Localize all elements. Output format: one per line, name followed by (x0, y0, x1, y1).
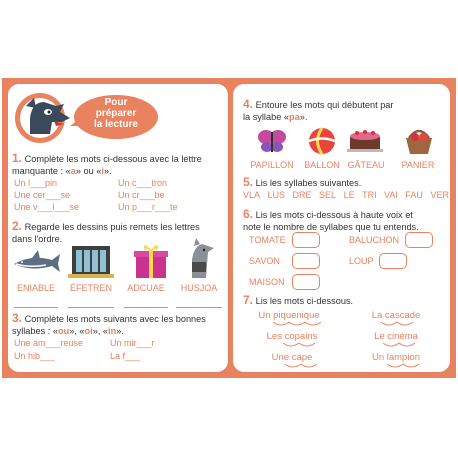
ex2-word: ENIABLE (16, 283, 56, 293)
ex6-word: BALUCHON (349, 235, 400, 245)
ex7-phrase: Une cape (271, 352, 313, 363)
ex4-word[interactable]: GÂTEAU (347, 160, 385, 170)
shark-icon (12, 248, 62, 276)
ex4-text-b: la syllabe « (243, 112, 289, 122)
ex1-item[interactable]: Un cr___be (118, 190, 165, 200)
ex1-item[interactable]: Un c___tron (118, 178, 168, 188)
ex1-instruction (12, 152, 226, 177)
ex1-item[interactable]: Une cer___se (14, 190, 71, 200)
syllable: DRE (292, 190, 312, 200)
ex2-word: HUSJOA (180, 283, 218, 293)
ex6-word: SAVON (249, 256, 280, 266)
ex1-number: 1. (12, 151, 23, 165)
ex3-number: 3. (12, 311, 23, 325)
syllable: VER (430, 190, 449, 200)
ex7-phrase: Le cinéma (374, 331, 418, 342)
ex7-phrase: Un piquenique (258, 310, 320, 321)
wolf-figure-icon (184, 238, 220, 280)
title-line-1: Pour (104, 97, 128, 108)
answer-line[interactable] (124, 306, 168, 308)
ex1-item[interactable]: Un p___r___te (118, 202, 178, 212)
window-icon (68, 244, 114, 280)
ex2-word: ADCUAE (127, 283, 165, 293)
ex4-text-end: ». (299, 112, 308, 122)
title-line-3: la lecture (94, 119, 138, 130)
ex1-item[interactable]: Un l___pin (14, 178, 58, 188)
ex3-syllable: oi (84, 326, 93, 336)
ex3-text-end: ». (116, 326, 124, 336)
ex7-text: Lis les mots ci-dessous. (255, 296, 354, 306)
ex3-sep: », « (92, 326, 109, 336)
ex1-item[interactable]: Une v___l___se (14, 202, 80, 212)
ex1-text-end: ». (103, 166, 112, 176)
right-panel (233, 84, 450, 372)
syllable: LE (343, 190, 355, 200)
ex4-word[interactable]: BALLON (304, 160, 340, 170)
section-title (80, 97, 152, 130)
ex6-text-a: Lis les mots ci-dessous à haute voix et (255, 210, 413, 220)
ex4-syllable: pa (288, 112, 300, 122)
answer-line[interactable] (14, 306, 58, 308)
syllable: TRI (362, 190, 377, 200)
title-line-2: préparer (95, 108, 137, 119)
syllable: FAU (405, 190, 423, 200)
ex7-number: 7. (243, 293, 254, 307)
left-panel (8, 84, 228, 372)
ex4-text-a: Entoure les mots qui débutent par (255, 100, 394, 110)
ex7-phrase: La cascade (371, 310, 421, 321)
ex3-syllable: ou (57, 326, 70, 336)
syllable: LUS (267, 190, 286, 200)
ex1-letter-a: a (70, 166, 76, 176)
syllable: VAI (384, 190, 398, 200)
ex6-text-b: note le nombre de syllabes que tu entends. (243, 222, 419, 232)
ex3-item[interactable]: Un hib___ (14, 351, 56, 361)
ex3-instruction (12, 312, 226, 337)
ex3-item[interactable]: Un mir___r (110, 338, 155, 348)
answer-line[interactable] (68, 306, 114, 308)
ex3-text-a: Complète les mots suivants avec les bonnes (24, 314, 206, 324)
ex2-number: 2. (12, 219, 23, 233)
answer-line[interactable] (176, 306, 222, 308)
ex4-word[interactable]: PAPILLON (250, 160, 294, 170)
ex6-word: LOUP (349, 256, 374, 266)
ex7-phrase: Les copains (266, 331, 318, 342)
ex3-syllable: in (108, 326, 117, 336)
ex2-text-b: dans l'ordre. (12, 234, 63, 244)
ex5-number: 5. (243, 175, 254, 189)
ex6-word: MAISON (249, 277, 285, 287)
ex3-sep: », « (69, 326, 85, 336)
ex2-text-a: Regarde les dessins puis remets les lettres (24, 222, 200, 232)
ex5-text: Lis les syllabes suivantes. (255, 178, 362, 188)
ex4-number: 4. (243, 97, 254, 111)
ex3-item[interactable]: Une am___reuse (14, 338, 84, 348)
ex6-word: TOMATE (249, 235, 286, 245)
ex6-number: 6. (243, 207, 254, 221)
ex2-word: ÉFETREN (69, 283, 112, 293)
page-frame (2, 78, 456, 378)
syllable: SEL (319, 190, 337, 200)
ex1-text-mid: » ou « (75, 166, 102, 176)
ex4-word[interactable]: PANIER (401, 160, 435, 170)
ex3-item[interactable]: La f___ (110, 351, 141, 361)
ex7-phrase: Un lampion (371, 352, 421, 363)
syllable: VLA (243, 190, 261, 200)
ex1-text-a: Complète les mots ci-dessous avec la lettre (24, 154, 202, 164)
ex1-text-b: manquante : « (12, 166, 71, 176)
ex3-text-b: syllabes : « (12, 326, 58, 336)
gift-icon (132, 242, 172, 280)
syllable-arcs (233, 84, 450, 372)
ex1-letter-i: i (101, 166, 104, 176)
